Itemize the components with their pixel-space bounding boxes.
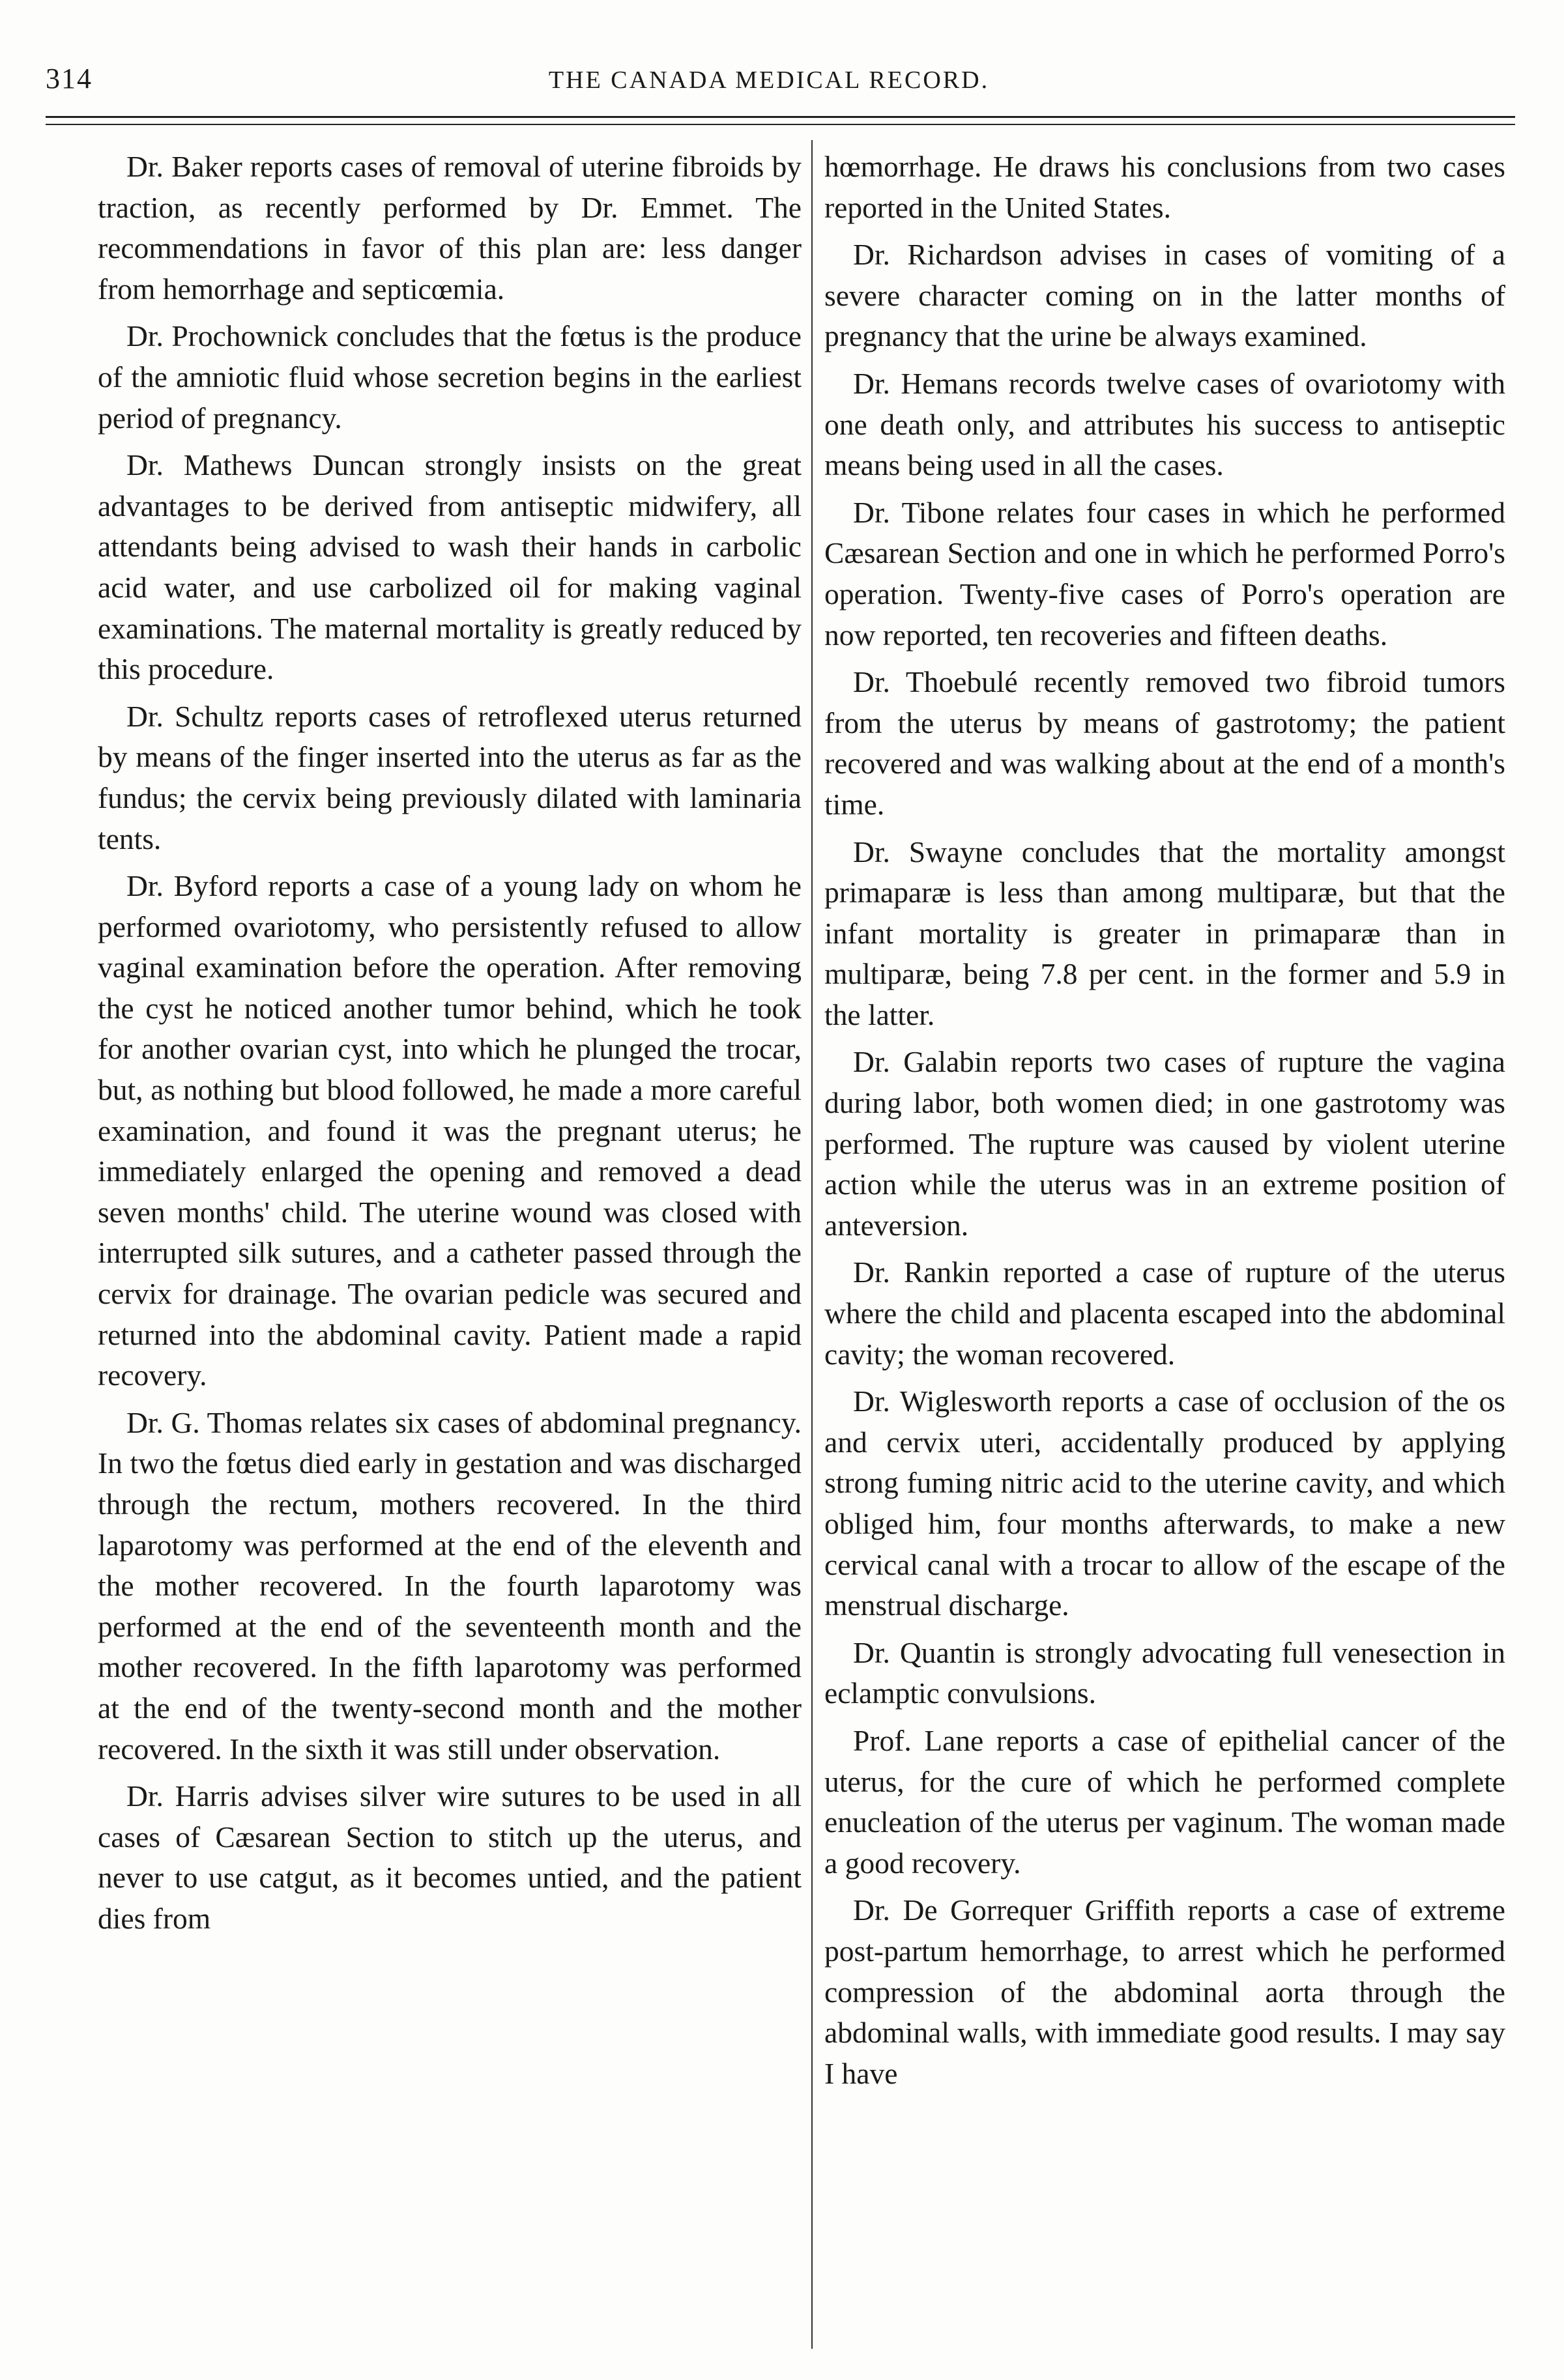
left-column: [98, 147, 802, 1946]
paragraph: Dr. Swayne concludes that the mortality amongst primaparæ is less than among multiparæ, but that the infant mortality is greater in primaparæ than in multiparæ, being 7.8 per cent. in the former and 5.9 in the latter.: [824, 835, 1505, 1031]
running-title: THE CANADA MEDICAL RECORD.: [548, 66, 990, 94]
paragraph-continuation: hœmorrhage. He draws his conclusions from two cases reported in the United States.: [824, 150, 1505, 224]
paragraph: Dr. Byford reports a case of a young lady on whom he performed ovariotomy, who persistently refused to allow vaginal examination before the operation. After removing the cyst he noticed another tumor behind, which he took for another ovarian cyst, into which he plunged the trocar, but, as nothing but blood followed, he made a more careful examination, and found it was the pregnant uterus; he immediately enlarged the opening and removed a dead seven months' child. The uterine wound was closed with interrupted silk sutures, and a catheter passed through the cervix for drainage. The ovarian pedicle was secured and returned into the abdominal cavity. Patient made a rapid recovery.: [98, 869, 802, 1392]
paragraph: Dr. Harris advises silver wire sutures to be used in all cases of Cæsarean Section to stitch up the uterus, and never to use catgut, as it becomes untied, and the patient dies from: [98, 1779, 802, 1935]
paragraph: Dr. Baker reports cases of removal of uterine fibroids by traction, as recently performed by Dr. Emmet. The recommendations in favor of this plan are: less danger from hemorrhage and septicœmia.: [98, 150, 802, 306]
paragraph: Dr. Prochownick concludes that the fœtus is the produce of the amniotic fluid whose secretion begins in the earliest period of pregnancy.: [98, 319, 802, 435]
paragraph: Dr. Rankin reported a case of rupture of the uterus where the child and placenta escaped into the abdominal cavity; the woman recovered.: [824, 1255, 1505, 1371]
page-number: 314: [46, 63, 93, 94]
paragraph: Dr. Wiglesworth reports a case of occlusion of the os and cervix uteri, accidentally produced by applying strong fuming nitric acid to the uterine cavity, and which obliged him, four months afterwards, to make a new cervical canal with a trocar to allow of the escape of the menstrual discharge.: [824, 1384, 1505, 1622]
column-divider: [811, 140, 813, 2349]
paragraph: Prof. Lane reports a case of epithelial cancer of the uterus, for the cure of which he performed complete enucleation of the uterus per vaginum. The woman made a good recovery.: [824, 1723, 1505, 1880]
header-rule: [46, 116, 1515, 118]
page-header: [46, 62, 1492, 108]
paragraph: Dr. Thoebulé recently removed two fibroid tumors from the uterus by means of gastrotomy; the patient recovered and was walking about at the end of a month's time.: [824, 665, 1505, 821]
paragraph: Dr. Quantin is strongly advocating full venesection in eclamptic convulsions.: [824, 1635, 1505, 1710]
paragraph: Dr. Hemans records twelve cases of ovariotomy with one death only, and attributes his success to antiseptic means being used in all the cases.: [824, 366, 1505, 482]
paragraph: Dr. Tibone relates four cases in which he performed Cæsarean Section and one in which he performed Porro's operation. Twenty-five cases of Porro's operation are now reported, ten recoveries and fifteen deaths.: [824, 495, 1505, 652]
paragraph: Dr. Mathews Duncan strongly insists on the great advantages to be derived from antiseptic midwifery, all attendants being advised to wash their hands in carbolic acid water, and use carbolized oil for making vaginal examinations. The maternal mortality is greatly reduced by this procedure.: [98, 448, 802, 686]
paragraph: Dr. Galabin reports two cases of rupture the vagina during labor, both women died; in one gastrotomy was performed. The rupture was caused by violent uterine action while the uterus was in an extreme position of anteversion.: [824, 1045, 1505, 1242]
right-column: [824, 147, 1505, 2100]
header-rule-secondary: [46, 124, 1515, 125]
paragraph: Dr. De Gorrequer Griffith reports a case of extreme post-partum hemorrhage, to arrest which he performed compression of the abdominal aorta through the abdominal walls, with immediate good results. I may say I have: [824, 1893, 1505, 2090]
paragraph: Dr. Schultz reports cases of retroflexed uterus returned by means of the finger inserted into the uterus as far as the fundus; the cervix being previously dilated with laminaria tents.: [98, 699, 802, 855]
paragraph: Dr. G. Thomas relates six cases of abdominal pregnancy. In two the fœtus died early in gestation and was discharged through the rectum, mothers recovered. In the third laparotomy was performed at the end of the eleventh and the mother recovered. In the fourth laparotomy was performed at the end of the seventeenth month and the mother recovered. In the fifth laparotomy was performed at the end of the twenty-second month and the mother recovered. In the sixth it was still under observation.: [98, 1405, 802, 1766]
paragraph: Dr. Richardson advises in cases of vomiting of a severe character coming on in the latter months of pregnancy that the urine be always examined.: [824, 238, 1505, 353]
